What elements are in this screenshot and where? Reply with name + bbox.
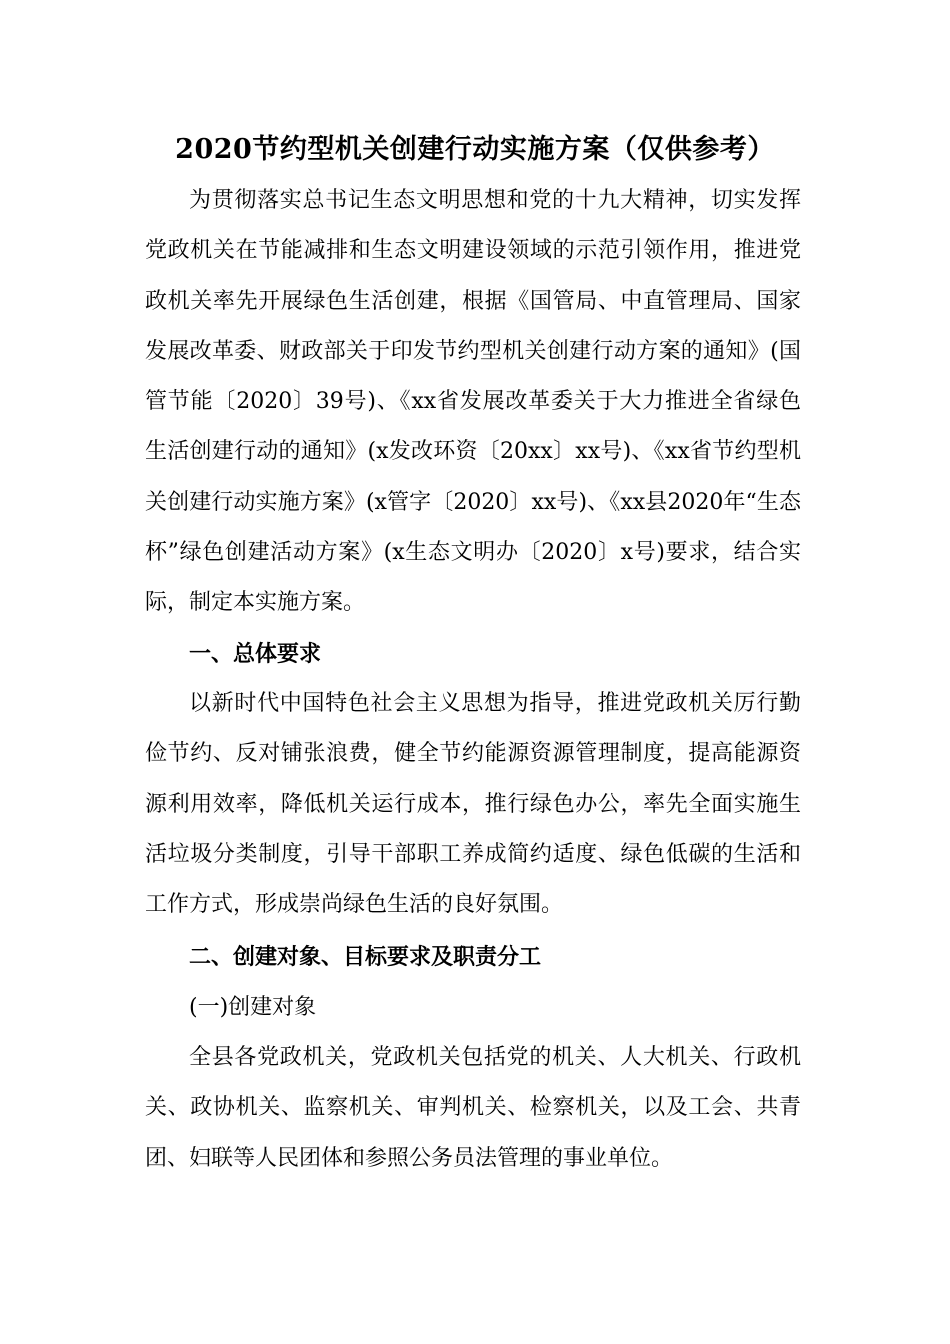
document-title: 2020节约型机关创建行动实施方案（仅供参考） bbox=[175, 134, 775, 165]
intro-paragraph: 为贯彻落实总书记生态文明思想和党的十九大精神，切实发挥党政机关在节能减排和生态文明建设领域的示范引领作用，推进党政机关率先开展绿色生活创建，根据《国管局、中直管理局、国家发展改革委、财政部关于印发节约型机关创建行动方案的通知》(国管节能〔2020〕39号)、《xx省发展改革委关于大力推进全省绿色生活创建行动的通知》(x发改环资〔20xx〕xx号)、《xx省节约型机关创建行动实施方案》(x管字〔2020〕xx号)、《xx县2020年“生态杯”绿色创建活动方案》(x生态文明办〔2020〕x号)要求，结合实际，制定本实施方案。 bbox=[145, 188, 801, 616]
section-1-heading: 一、总体要求 bbox=[189, 640, 322, 667]
section-2-heading: 二、创建对象、目标要求及职责分工 bbox=[189, 944, 542, 971]
document-body bbox=[145, 176, 801, 1184]
subsection-1-paragraph: 全县各党政机关，党政机关包括党的机关、人大机关、行政机关、政协机关、监察机关、审判机关、检察机关，以及工会、共青团、妇联等人民团体和参照公务员法管理的事业单位。 bbox=[145, 1045, 801, 1171]
section-1-paragraph: 以新时代中国特色社会主义思想为指导，推进党政机关厉行勤俭节约、反对铺张浪费，健全节约能源资源管理制度，提高能源资源利用效率，降低机关运行成本，推行绿色办公，率先全面实施生活垃圾分类制度，引导干部职工养成简约适度、绿色低碳的生活和工作方式，形成崇尚绿色生活的良好氛围。 bbox=[145, 690, 801, 918]
subsection-1-heading: (一)创建对象 bbox=[189, 994, 317, 1020]
